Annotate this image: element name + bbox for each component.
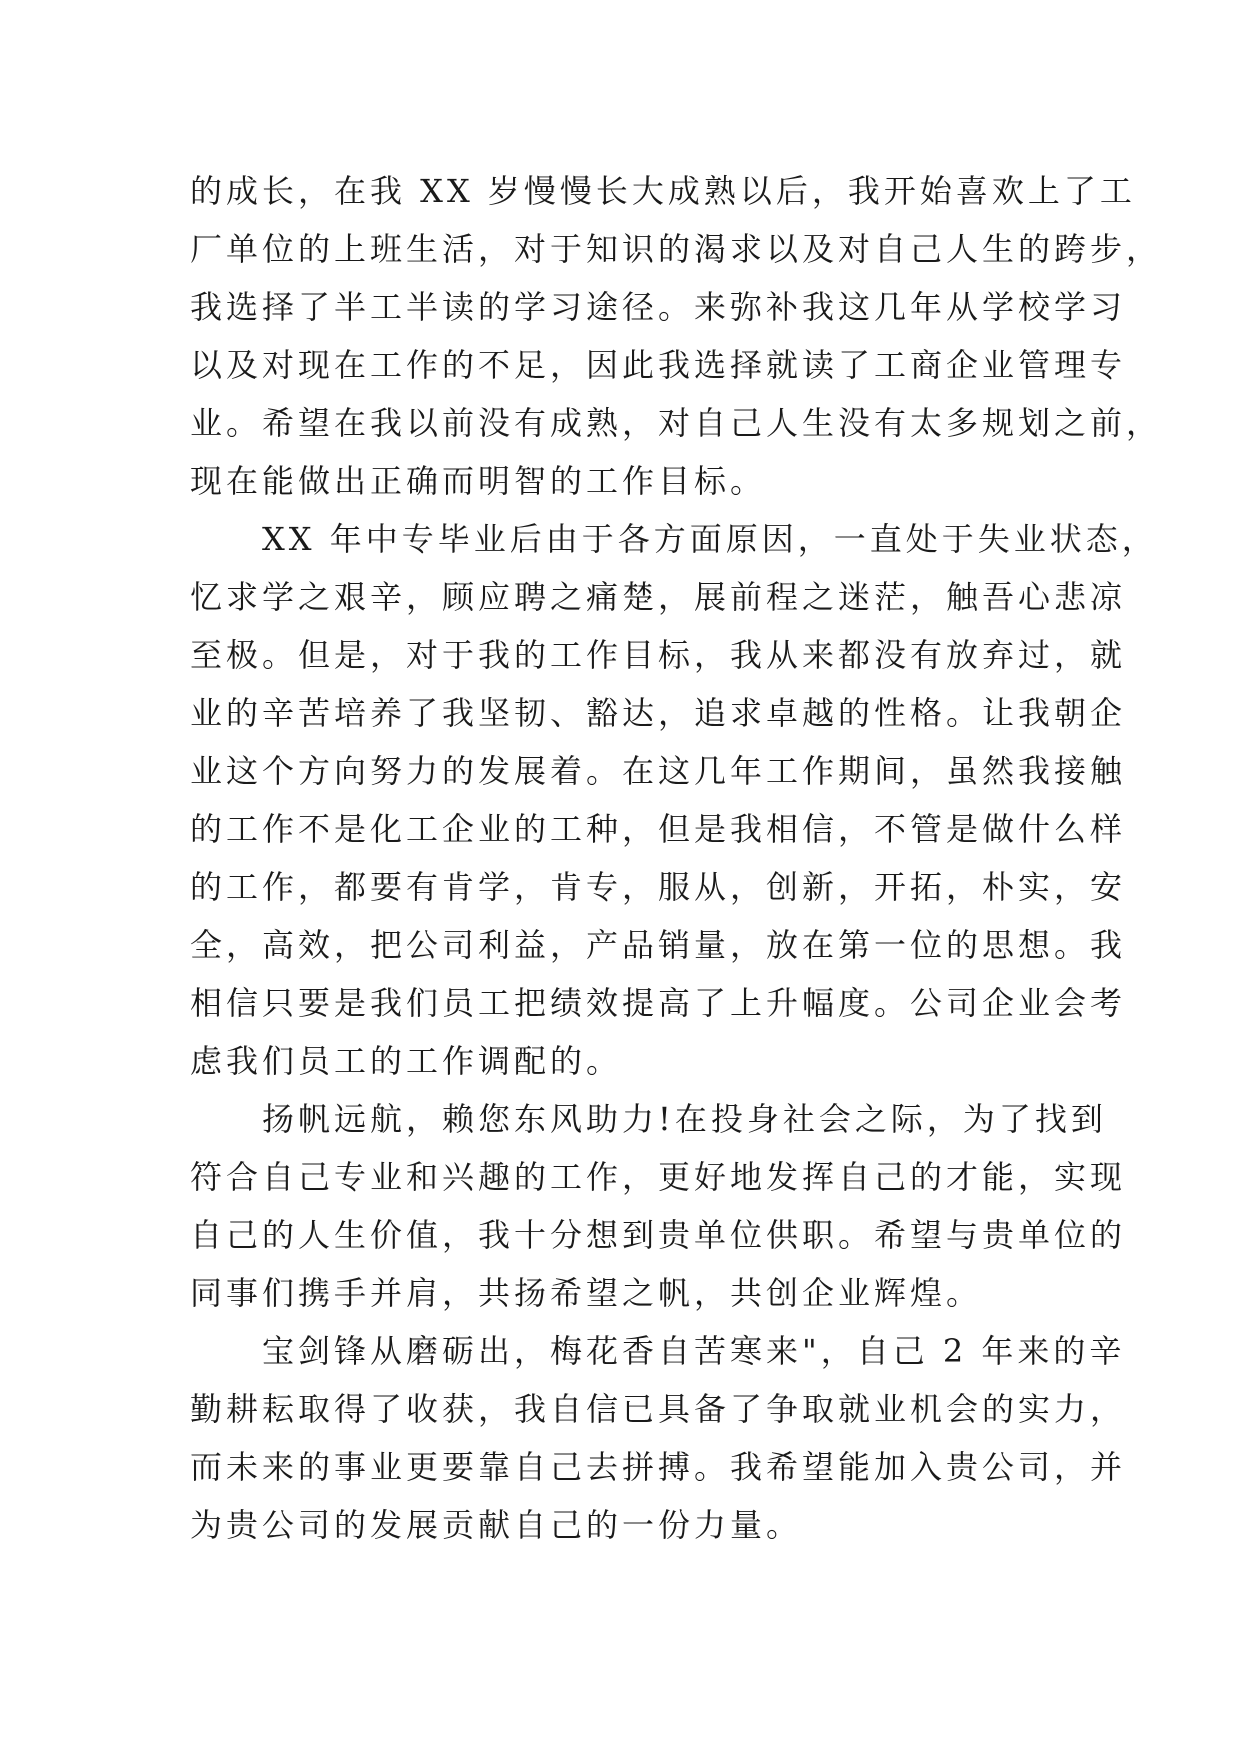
text-line: 业这个方向努力的发展着。在这几年工作期间，虽然我接触 [190, 752, 1127, 790]
text-line: 至极。但是，对于我的工作目标，我从来都没有放弃过，就 [190, 636, 1127, 674]
text-line: 符合自己专业和兴趣的工作，更好地发挥自己的才能，实现 [190, 1158, 1127, 1196]
text-line: 勤耕耘取得了收获，我自信已具备了争取就业机会的实力， [190, 1390, 1127, 1428]
paragraph-first-line: 宝剑锋从磨砺出，梅花香自苦寒来"，自己 2 年来的辛 [262, 1332, 1126, 1370]
paragraph-first-line: 扬帆远航，赖您东风助力!在投身社会之际，为了找到 [262, 1100, 1107, 1138]
text-line: 为贵公司的发展贡献自己的一份力量。 [190, 1506, 803, 1544]
text-line: 而未来的事业更要靠自己去拼搏。我希望能加入贵公司，并 [190, 1448, 1127, 1486]
text-line: 的成长，在我 XX 岁慢慢长大成熟以后，我开始喜欢上了工 [190, 172, 1136, 210]
text-line: 业。希望在我以前没有成熟，对自己人生没有太多规划之前， [190, 404, 1163, 442]
text-line: 以及对现在工作的不足，因此我选择就读了工商企业管理专 [190, 346, 1127, 384]
text-line: 全，高效，把公司利益，产品销量，放在第一位的思想。我 [190, 926, 1127, 964]
text-line: 我选择了半工半读的学习途径。来弥补我这几年从学校学习 [190, 288, 1127, 326]
paragraph-first-line: XX 年中专毕业后由于各方面原因，一直处于失业状态， [262, 520, 1158, 558]
text-line: 现在能做出正确而明智的工作目标。 [190, 462, 767, 500]
text-line: 忆求学之艰辛，顾应聘之痛楚，展前程之迷茫，触吾心悲凉 [190, 578, 1127, 616]
text-line: 相信只要是我们员工把绩效提高了上升幅度。公司企业会考 [190, 984, 1127, 1022]
text-line: 的工作，都要有肯学，肯专，服从，创新，开拓，朴实，安 [190, 868, 1127, 906]
document-body [190, 162, 1163, 1554]
text-line: 虑我们员工的工作调配的。 [190, 1042, 623, 1080]
text-line: 同事们携手并肩，共扬希望之帆，共创企业辉煌。 [190, 1274, 983, 1312]
text-line: 的工作不是化工企业的工种，但是我相信，不管是做什么样 [190, 810, 1127, 848]
text-line: 厂单位的上班生活，对于知识的渴求以及对自己人生的跨步， [190, 230, 1163, 268]
text-line: 业的辛苦培养了我坚韧、豁达，追求卓越的性格。让我朝企 [190, 694, 1127, 732]
text-line: 自己的人生价值，我十分想到贵单位供职。希望与贵单位的 [190, 1216, 1127, 1254]
